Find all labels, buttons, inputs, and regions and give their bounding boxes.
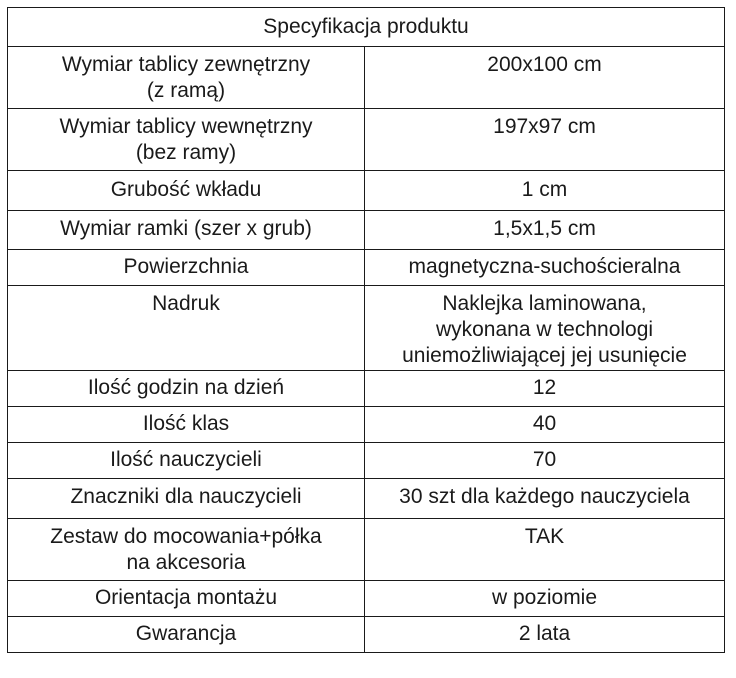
row-value: 197x97 cm — [365, 109, 725, 171]
table-title: Specyfikacja produktu — [8, 8, 725, 47]
table-row — [8, 109, 725, 171]
table-row — [8, 371, 725, 407]
table-row — [8, 581, 725, 617]
row-label: Gwarancja — [8, 617, 365, 653]
row-label: Nadruk — [8, 286, 365, 371]
row-value: 1 cm — [365, 171, 725, 211]
table-row — [8, 171, 725, 211]
table-row — [8, 47, 725, 109]
row-value: 70 — [365, 443, 725, 479]
row-label: Grubość wkładu — [8, 171, 365, 211]
specification-table — [7, 7, 725, 653]
table-row — [8, 519, 725, 581]
table-row — [8, 617, 725, 653]
row-value: 12 — [365, 371, 725, 407]
row-value: 200x100 cm — [365, 47, 725, 109]
row-value: magnetyczna-suchościeralna — [365, 250, 725, 286]
table-row — [8, 286, 725, 371]
row-value: 40 — [365, 407, 725, 443]
table-row — [8, 479, 725, 519]
row-value: 1,5x1,5 cm — [365, 211, 725, 250]
table-title-row — [8, 8, 725, 47]
row-label: Ilość nauczycieli — [8, 443, 365, 479]
table-row — [8, 407, 725, 443]
row-label: Ilość klas — [8, 407, 365, 443]
table-row — [8, 250, 725, 286]
row-label: Wymiar tablicy wewnętrzny (bez ramy) — [8, 109, 365, 171]
row-label: Wymiar tablicy zewnętrzny (z ramą) — [8, 47, 365, 109]
row-value: TAK — [365, 519, 725, 581]
row-value: 2 lata — [365, 617, 725, 653]
row-value: w poziomie — [365, 581, 725, 617]
table-row — [8, 443, 725, 479]
row-label: Ilość godzin na dzień — [8, 371, 365, 407]
row-label: Wymiar ramki (szer x grub) — [8, 211, 365, 250]
row-label: Orientacja montażu — [8, 581, 365, 617]
table-row — [8, 211, 725, 250]
row-value: Naklejka laminowana, wykonana w technologi uniemożliwiającej jej usunięcie — [365, 286, 725, 371]
row-label: Zestaw do mocowania+półka na akcesoria — [8, 519, 365, 581]
row-label: Znaczniki dla nauczycieli — [8, 479, 365, 519]
row-value: 30 szt dla każdego nauczyciela — [365, 479, 725, 519]
row-label: Powierzchnia — [8, 250, 365, 286]
